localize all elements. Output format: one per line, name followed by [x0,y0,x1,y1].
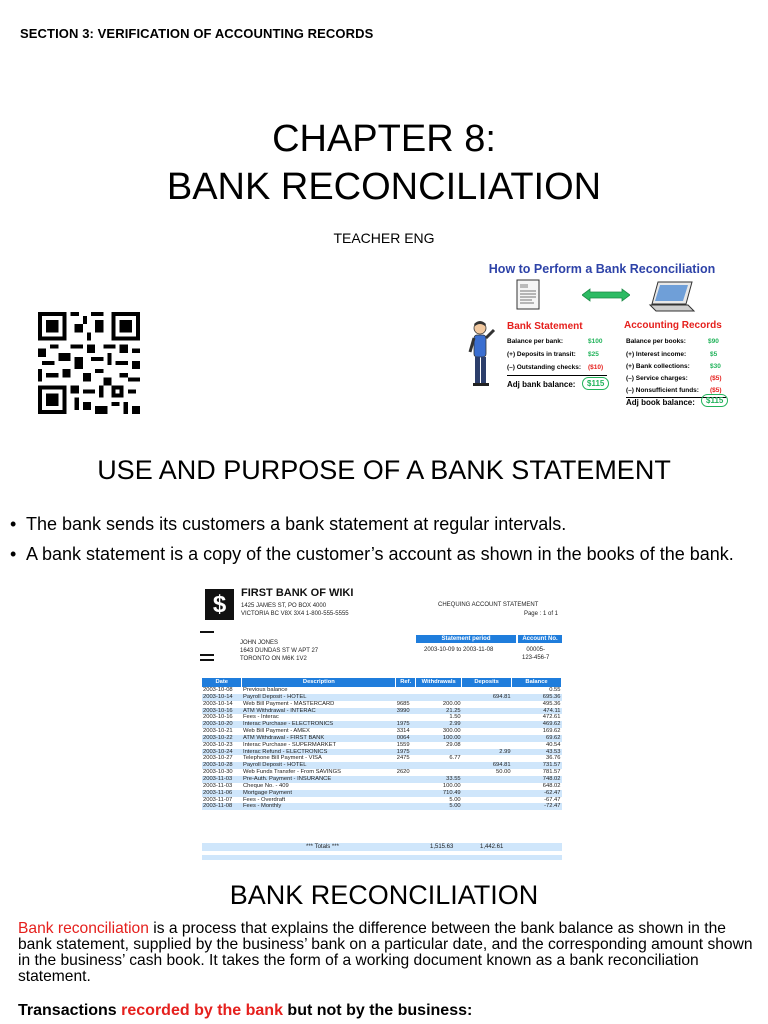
customer-address-line: TORONTO ON M6K 1V2 [240,656,307,662]
column-header: Ref. [396,678,416,687]
table-cell: Payroll Deposit - HOTEL [242,762,396,769]
reconciliation-infographic [462,258,738,418]
customer-address [240,639,318,663]
bullet-item: • A bank statement is a copy of the customer’s account as shown in the books of the bank. [10,543,762,565]
table-cell: 2003-10-22 [202,735,242,742]
bullet-item: • The bank sends its customers a bank statement at regular intervals. [10,513,762,535]
section-header: SECTION 3: VERIFICATION OF ACCOUNTING RECORDS [20,26,374,41]
table-cell: -62.47 [512,790,562,797]
table-cell [416,694,462,701]
heading-use-purpose: USE AND PURPOSE OF A BANK STATEMENT [97,455,671,485]
table-cell: 781.57 [542,769,561,776]
table-cell [462,783,512,790]
left-row-label: (+) Deposits in transit: [507,351,576,358]
table-cell: Cheque No. - 409 [242,782,289,789]
left-row-value: ($10) [588,364,604,371]
table-cell [462,708,512,715]
left-row-label: Balance per bank: [507,338,563,345]
table-cell: Web Bill Payment - AMEX [242,728,310,735]
column-header: Balance [512,678,562,687]
table-cell: 2003-10-20 [202,721,242,728]
table-cell [462,687,512,694]
table-cell: 648.02 [542,782,561,789]
statement-period-header: Statement period [416,635,516,643]
table-cell [462,735,512,742]
table-cell: -67.47 [544,796,561,803]
left-row-label: (–) Outstanding checks: [507,364,582,371]
definition-term: Bank reconciliation [18,920,149,937]
qr-code-image[interactable] [38,312,140,414]
table-cell: Mortgage Payment [242,790,396,797]
right-row-value: $30 [710,363,721,370]
adj-book-balance-label: Adj book balance: [626,398,695,407]
heading-bank-reconciliation: BANK RECONCILIATION [229,880,539,910]
table-cell: Interac Purchase - ELECTRONICS [242,721,396,728]
customer-name: JOHN JONES [240,640,279,646]
left-row-value: $25 [588,351,599,358]
table-cell [462,742,512,749]
bank-address-line: 1425 JAMES ST, PO BOX 4000 [241,603,327,609]
chapter-title [0,115,768,211]
chapter-title-line2: BANK RECONCILIATION [166,166,602,208]
right-row-label: Balance per books: [626,338,686,345]
table-cell: Previous balance [242,687,288,693]
table-cell: 2.99 [462,749,512,756]
table-cell: 2003-11-03 [203,782,233,789]
table-cell: Telephone Bill Payment - VISA [242,755,322,762]
table-cell [396,803,416,810]
table-cell [462,728,512,735]
table-cell [416,769,462,776]
bank-address-line: VICTORIA BC V8X 3X4 1-800-555-5555 [241,611,349,617]
transactions-table [202,678,562,810]
table-row [202,721,562,728]
right-row-value: ($5) [710,375,722,382]
table-cell: 2003-10-16 [202,708,242,715]
table-cell: 1975 [396,749,416,756]
table-row [202,776,562,783]
footer-stripe [202,855,562,860]
table-cell: Fees - Overdraft [242,796,286,803]
table-cell: Interac Purchase - SUPERMARKET [242,741,337,748]
totals-deposits: 1,442.61 [480,844,504,850]
table-row [202,783,562,790]
table-cell: 2003-10-24 [202,749,242,756]
table-cell [396,714,416,721]
table-row [202,762,562,769]
column-header: Date [202,678,242,687]
table-cell [462,790,512,797]
right-row-value: ($5) [710,387,722,394]
table-cell [462,797,512,804]
table-cell: 710.49 [416,790,462,797]
left-row-value: $100 [588,338,603,345]
table-cell [462,803,512,810]
table-cell: 6.77 [449,755,461,762]
table-cell: ATM Withdrawal - INTERAC [242,708,396,715]
table-cell: 29.08 [446,741,461,748]
table-cell: 9685 [396,700,410,707]
table-cell: 36.76 [545,755,561,762]
table-cell: 694.81 [462,762,512,769]
table-row [202,714,562,721]
transactions-subheading [18,1002,758,1020]
right-row-value: $5 [710,351,718,358]
table-cell: 69.62 [512,735,562,742]
subheading-prefix: Transactions [18,1002,122,1019]
table-cell: 2003-10-14 [202,694,242,701]
laptop-icon [648,280,696,314]
table-cell: ATM Withdrawal - FIRST BANK [242,735,396,742]
right-row-label: (–) Service charges: [626,375,688,382]
bank-statement-icon [514,278,544,312]
column-header: Withdrawals [416,678,462,687]
table-cell [396,790,416,797]
table-cell: 731.57 [512,762,562,769]
bank-name: FIRST BANK OF WIKI [241,587,354,599]
table-cell: 2003-10-28 [202,762,242,769]
table-cell [462,714,512,721]
bank-address [241,602,349,618]
table-cell: 2003-11-07 [203,796,233,803]
table-cell [462,701,512,708]
person-icon [466,320,498,390]
customer-address-line: 1643 DUNDAS ST W APT 27 [240,648,319,654]
table-cell [396,694,416,701]
statement-period-value: 2003-10-09 to 2003-11-08 [424,647,494,653]
chapter-title-line1: CHAPTER 8: [272,118,496,160]
table-cell: 694.81 [462,694,512,701]
definition-paragraph [18,921,758,985]
totals-row [202,843,562,851]
right-row-label: (+) Bank collections: [626,363,690,370]
adj-bank-balance-label: Adj bank balance: [507,380,576,389]
table-cell: 748.02 [512,776,562,783]
table-cell: 472.61 [542,714,561,721]
table-cell: 495.36 [542,700,561,707]
infographic-title: How to Perform a Bank Reconciliation [488,262,716,276]
adj-bank-balance-value: $115 [582,377,609,390]
table-row [202,742,562,749]
table-cell: 2003-10-27 [203,755,233,762]
table-row [202,769,562,776]
divider [200,659,214,661]
table-cell [416,687,462,694]
table-row [202,694,562,701]
bank-statement-heading: Bank Statement [507,321,583,332]
subheading-suffix: but not by the business: [282,1002,473,1019]
table-cell: 1559 [396,741,410,748]
table-cell: 2.99 [416,721,462,728]
table-cell: 1.50 [449,714,461,721]
table-row [202,749,562,756]
totals-withdrawals: 1,515.63 [430,844,454,850]
table-cell: 40.54 [545,741,561,748]
table-cell: 1975 [396,721,416,728]
double-arrow-icon [582,288,630,302]
table-cell: Fees - Monthly [242,803,396,810]
table-cell: Fees - Interac [242,714,279,721]
table-cell: 3990 [396,708,416,715]
divider [200,631,214,633]
right-row-value: $90 [708,338,719,345]
table-row [202,755,562,762]
table-cell: 0.55 [549,687,561,693]
table-cell: 169.62 [542,728,561,735]
table-cell: 2003-11-06 [202,790,242,797]
column-header: Deposits [462,678,512,687]
table-cell: 3314 [396,728,410,735]
right-row-label: (–) Nonsufficient funds: [626,387,699,394]
table-row [202,687,562,694]
account-number-header: Account No. [518,635,562,643]
table-cell: 5.00 [416,803,462,810]
right-row-label: (+) Interest income: [626,351,687,358]
table-cell: Interac Refund - ELECTRONICS [242,749,396,756]
table-cell [396,762,416,769]
table-cell: 2003-10-21 [203,728,233,735]
account-number-value [522,646,549,662]
table-cell: 100.00 [442,782,461,789]
table-cell: Web Bill Payment - MASTERCARD [242,700,335,707]
table-row [202,803,562,810]
table-cell: 2475 [396,755,410,762]
table-cell [416,762,462,769]
statement-page: Page : 1 of 1 [523,611,558,617]
column-header: Description [242,678,396,687]
table-cell: 43.53 [512,749,562,756]
table-row [202,728,562,735]
table-cell: 0064 [396,735,416,742]
table-cell: 2003-10-08 [203,687,233,693]
table-cell: 100.00 [416,735,462,742]
table-row [202,735,562,742]
left-divider [507,375,607,376]
adj-book-balance-value: $115 [701,394,728,407]
table-cell: 5.00 [449,796,461,803]
totals-label: *** Totals *** [306,844,339,850]
table-row [202,797,562,804]
table-cell: 50.00 [496,769,511,776]
table-cell [396,783,416,790]
table-cell: Web Funds Transfer - From SAVINGS [242,769,341,776]
table-cell: 300.00 [442,728,461,735]
table-cell: 21.25 [416,708,462,715]
table-cell: 2003-11-08 [202,803,242,810]
table-cell: 2003-10-16 [203,714,233,721]
table-cell: 2003-10-14 [203,700,233,707]
subheading-highlight: recorded by the bank [121,1002,283,1019]
table-cell [462,776,512,783]
account-number-part: 123-456-7 [522,655,550,661]
author: TEACHER ENG [333,230,435,246]
table-cell: 2003-10-23 [203,741,233,748]
accounting-records-heading: Accounting Records [624,320,722,331]
table-cell: Payroll Deposit - HOTEL [242,694,396,701]
table-cell: 469.62 [512,721,562,728]
table-cell: 474.11 [512,708,562,715]
table-cell [462,755,512,762]
table-cell: Pre-Auth. Payment - INSURANCE [242,776,396,783]
definition-text: is a process that explains the difference between the bank balance as shown in the bank statement, supplied by the business’ bank on a particular date, and the corresponding amount shown in the business’ cash book. It takes the form of a working document known as a bank reconciliation statement. [18,920,753,985]
table-cell [462,721,512,728]
table-row [202,790,562,797]
statement-title: CHEQUING ACCOUNT STATEMENT [438,602,539,608]
table-cell: 2003-10-30 [203,769,233,776]
bullet-list [10,513,762,573]
table-row [202,708,562,715]
table-cell: 33.55 [416,776,462,783]
table-cell [396,776,416,783]
table-cell [396,797,416,804]
account-number-part: 00005- [526,647,546,653]
divider [200,654,214,656]
table-row [202,701,562,708]
table-cell: 695.36 [512,694,562,701]
bank-statement-sample [200,586,564,868]
bank-logo-icon: $ [205,589,234,620]
table-cell: 2003-11-03 [202,776,242,783]
table-cell: -72.47 [512,803,562,810]
table-cell: 200.00 [442,700,461,707]
table-cell [416,749,462,756]
table-cell [396,687,416,694]
table-cell: 2620 [396,769,410,776]
